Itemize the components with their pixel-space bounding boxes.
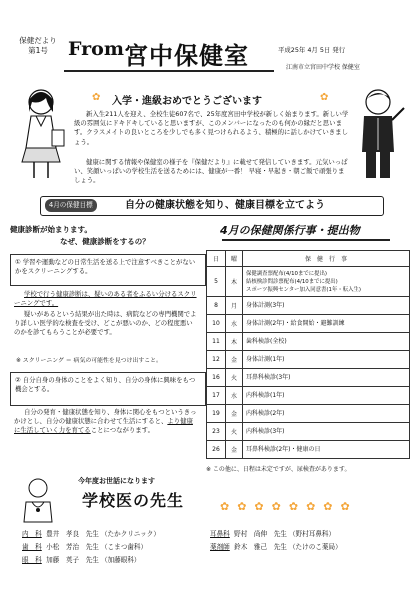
student-girl-illustration [12,86,70,184]
title-main: 宮中保健室 [124,42,249,70]
schedule-event: 耳鼻科検診(2年)・健康の日 [246,445,321,453]
doctor-clinic: （加藤眼科） [100,556,141,564]
issuer: 江南市立宮田中学校 保健室 [286,64,360,71]
doctor-name: 小松 芳治 先生 [46,543,99,551]
schedule-dow: 金 [226,441,243,459]
schedule-event: 身体計測(2年)・給食開始・避難訓練 [246,319,345,327]
schedule-events [243,423,410,441]
doctor-illustration [18,476,58,524]
header-rule [64,70,274,72]
doctor-field: 耳鼻科 [210,530,230,538]
flowers-decoration: ✿✿✿✿✿✿✿✿ [220,500,358,513]
schedule-dow: 月 [226,297,243,315]
doctor-name: 野村 尚伸 先生 [234,530,287,538]
doctor-row [210,528,416,541]
welcome-paragraph-1: 新入生211人を迎え、全校生徒607名で、25年度宮田中学校が新しく始まります。新しい学級の雰囲気にドキドキしていると思いますが、このメンバーになったのも何かの縁だと思います。クラスメイトの良いところを少しでも多く見つけられるよう、積極的に話しかけていきましょう。 [74,110,349,146]
schedule-day: 5 [207,267,226,297]
schedule-dow: 木 [226,267,243,297]
schedule-event: 耳鼻科検診(3年) [246,373,291,381]
schedule-event: 歯科検診(全校) [246,337,287,345]
checkup-heading: 健康診断が始まります。 [10,225,92,234]
series-line2: 第1号 [28,46,48,55]
doctor-clinic: （たかクリニック） [100,530,160,538]
flower-icon: ✿ [320,92,329,103]
schedule-events [243,369,410,387]
schedule-day: 26 [207,441,226,459]
schedule-row [207,333,410,351]
issue-date: 平成25年 4月 5日 発行 [278,46,346,54]
schedule-row [207,423,410,441]
doctor-field: 薬剤師 [210,543,230,551]
schedule-day: 11 [207,333,226,351]
schedule-row [207,387,410,405]
checkup-point-1: ① 学習や運動などの日常生活を送る上で注意すべきことがないかをスクリーニングする。 [10,254,206,286]
schedule-event: 結核検診問診票配布(4/10までに提出) [246,278,338,285]
doctor-clinic: （こまつ歯科） [100,543,148,551]
schedule-events [243,297,410,315]
schedule-event: 内科検診(1年) [246,391,285,399]
screening-note: ※ スクリーニング ＝ 病気の可能性を見つけ出すこと。 [16,358,162,364]
schedule-dow: 水 [226,387,243,405]
schedule-day: 12 [207,351,226,369]
checkup-body-2-emphasis: より健康に生活していく力を育てる [14,417,193,435]
doctor-field: 眼 科 [22,556,42,564]
schedule-col-events: 保 健 行 事 [243,251,410,267]
schedule-events [243,267,410,297]
welcome-paragraph-2: 健康に関する情報や保健室の様子を『保健だより』に載せて発信していきます。元気いっぱい、笑顔いっぱいの学校生活を送るためには、健康が一番！ 早寝・早起き・朝ご飯で頑張りましょう。 [74,158,348,185]
schedule-events [243,387,410,405]
doctors-banner [60,476,210,520]
schedule-dow: 金 [226,351,243,369]
schedule-event: 身体計測(1年) [246,355,285,363]
doctor-name: 加藤 英子 先生 [46,556,99,564]
doctor-field: 歯 科 [22,543,42,551]
schedule-table [206,250,410,459]
title-from: From [68,38,124,60]
schedule-day: 16 [207,369,226,387]
goal-text: 自分の健康状態を知り、健康目標を立てよう [125,200,325,211]
schedule-col-day: 日 [207,251,226,267]
schedule-row [207,405,410,423]
checkup-subheading: なぜ、健康診断をするの？ [60,237,150,246]
checkup-body-1: 疑いがあるという結果が出た時は、病院などの専門機関でより詳しい医学的な検査を受け、どこが悪いのか、どの程度悪いのかを診てもらうことが必要です。 [14,310,197,337]
doctor-clinic: （たけのこ薬局） [288,543,342,551]
screening-definition: 学校で行う健康診断は、疑いのある者をふるい分けるスクリーニングです。 [14,290,197,308]
schedule-row [207,297,410,315]
checkup-body-2-tail: ことにつながります。 [90,426,154,435]
schedule-footnote: ※ この他に、日程は未定ですが、尿検査があります。 [206,466,351,473]
schedule-event: 内科検診(2年) [246,409,285,417]
schedule-header-row [207,251,410,267]
schedule-events [243,405,410,423]
schedule-event: 内科検診(3年) [246,427,285,435]
schedule-events [243,351,410,369]
schedule-row [207,315,410,333]
schedule-events [243,441,410,459]
schedule-day: 17 [207,387,226,405]
header [0,0,420,84]
goal-banner [40,196,384,216]
schedule-dow: 火 [226,369,243,387]
schedule-event: 身体計測(3年) [246,301,285,309]
doctor-name: 鈴木 雅己 先生 [234,543,287,551]
doctor-clinic: （野村耳鼻科） [288,530,336,538]
student-boy-illustration [348,86,410,184]
series-badge [14,36,62,56]
schedule-day: 10 [207,315,226,333]
schedule-row [207,441,410,459]
schedule-day: 23 [207,423,226,441]
flower-icon: ✿ [92,92,101,103]
schedule-title-underline [222,239,390,241]
schedule-day: 8 [207,297,226,315]
schedule-dow: 木 [226,333,243,351]
checkup-point-2: ② 自分自身の身体のことをよく知り、自分の身体に興味をもつ機会とする。 [10,372,206,406]
doctor-row [22,541,212,554]
schedule-row [207,267,410,297]
doctors-banner-big: 学校医の先生 [82,491,185,510]
doctor-row [22,528,212,541]
schedule-dow: 金 [226,405,243,423]
doctor-field: 内 科 [22,530,42,538]
schedule-row [207,369,410,387]
schedule-row [207,351,410,369]
schedule-dow: 火 [226,423,243,441]
goal-tag: 4月の保健目標 [45,199,97,212]
welcome-heading: 入学・進級おめでとうございます [112,96,262,107]
doctors-list-right [210,528,416,554]
schedule-day: 19 [207,405,226,423]
schedule-dow: 水 [226,315,243,333]
schedule-events [243,333,410,351]
doctors-banner-small: 今年度お世話になります [78,477,155,485]
doctor-row [210,541,416,554]
schedule-title: 4月の保健関係行事・提出物 [220,224,360,237]
checkup-body-2 [14,408,198,436]
schedule-event: 保健調査票配布(4/10までに提出) [246,270,327,277]
welcome-heading-box [72,90,344,106]
schedule-col-dow: 曜 [226,251,243,267]
schedule-event: スポーツ振興センター加入同意書(1年・転入生) [246,286,362,293]
series-line1: 保健だより [19,36,57,45]
doctor-name: 豊井 孝良 先生 [46,530,99,538]
checkup-body-2-text: 自分の発育・健康状態を知り、身体に関心をもつというきっかけとし、自分の健康状態に合わせて生活にすると、 [14,408,197,426]
doctor-row [22,554,212,567]
schedule-events [243,315,410,333]
doctors-list-left [22,528,212,567]
